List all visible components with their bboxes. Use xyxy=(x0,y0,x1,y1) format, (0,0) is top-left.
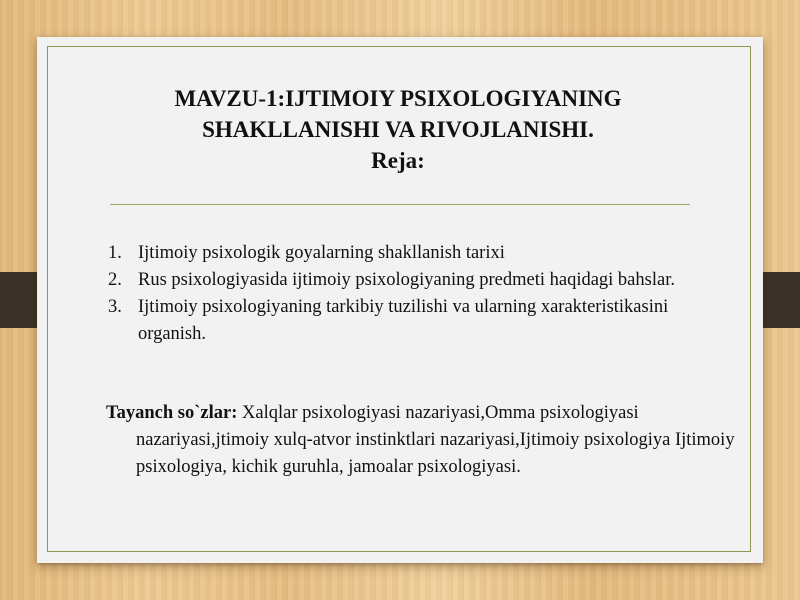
plan-item-number: 1. xyxy=(108,243,122,263)
keywords-paragraph xyxy=(106,400,746,481)
keywords-label: Tayanch so`zlar: xyxy=(106,403,238,423)
title-line-2: SHAKLLANISHI VA RIVOJLANISHI. xyxy=(202,117,594,142)
plan-item-text: Ijtimoiy psixologiyaning tarkibiy tuzilishi va ularning xarakteristikasini organish. xyxy=(138,297,669,344)
title-line-1: MAVZU-1:IJTIMOIY PSIXOLOGIYANING xyxy=(174,86,622,111)
title-divider xyxy=(110,204,690,205)
plan-item-text: Rus psixologiyasida ijtimoiy psixologiyaning predmeti haqidagi bahslar. xyxy=(138,270,675,290)
slide-title xyxy=(48,83,748,176)
slide-frame xyxy=(47,46,751,552)
plan-item-number: 2. xyxy=(108,270,122,290)
plan-item xyxy=(108,240,728,267)
plan-item-text: Ijtimoiy psixologik goyalarning shakllanish tarixi xyxy=(138,243,505,263)
plan-item xyxy=(108,267,728,294)
plan-list xyxy=(108,240,728,348)
plan-item-number: 3. xyxy=(108,297,122,317)
plan-item xyxy=(108,294,728,348)
keywords-text: Xalqlar psixologiyasi nazariyasi,Omma psixologiyasi nazariyasi,jtimoiy xulq-atvor instinktlari nazariyasi,Ijtimoiy psixologiya Ijtimoiy psixologiya, kichik guruhla, jamoalar psixologiyasi. xyxy=(136,403,735,477)
slide-card xyxy=(37,37,763,563)
title-line-3: Reja: xyxy=(371,148,425,173)
